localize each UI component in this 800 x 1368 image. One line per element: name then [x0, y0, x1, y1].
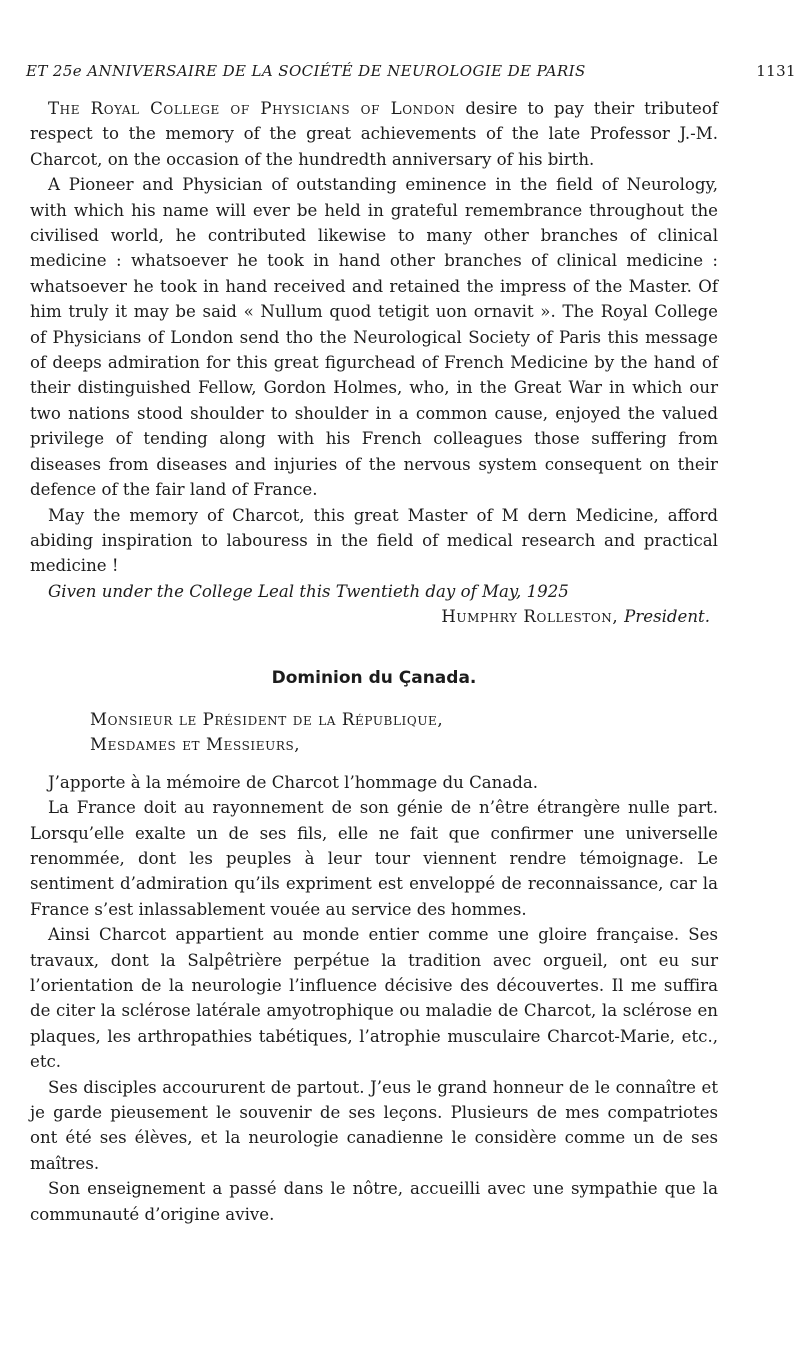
- english-paragraph-1-text: desire to pay their tributeof respect to the memory of the great achievements of the late Professor J.-M. Charcot, on the occasion of the hundredth anniversary of his birth.: [30, 99, 718, 169]
- section-title: Dominion du Çanada.: [271, 667, 477, 688]
- signature-role: President.: [624, 607, 710, 627]
- signature-name: Humphry Rolleston,: [441, 607, 625, 627]
- page-number: 1131: [756, 62, 796, 80]
- english-paragraph-2: A Pioneer and Physician of outstanding eminence in the field of Neurology, with which his name will ever be held in grateful remembrance throughout the civilised world, he contributed likewise to many other branches of clinical medicine : whatsoever he took in hand other branches of clinical medicine : whatsoever he took in hand received and retained the impress of the Master. Of him truly it may be said « Nullum quod tetigit uon ornavit ». The Royal College of Physicians of London send tho the Neurological Society of Paris this message of deeps admiration for this great figurchead of French Medicine by the hand of their distinguished Fellow, Gordon Holmes, who, in the Great War in which our two nations stood shoulder to shoulder in a common cause, enjoyed the valued privilege of tending along with his French colleagues those suffering from diseases from diseases and injuries of the nervous system consequent on their defence of the fair land of France.: [30, 175, 718, 500]
- salutation-1: Monsieur le Président de la République,: [90, 709, 444, 729]
- french-paragraph-1: J’apporte à la mémoire de Charcot l’hommage du Canada.: [48, 772, 539, 792]
- french-paragraph-2: La France doit au rayonnement de son génie de n’être étrangère nulle part. Lorsqu’elle exalte un de ses fils, elle ne fait que confirmer une universelle renommée, dont les peuples à leur tour viennent rendre témoignage. Le sentiment d’admiration qu’ils expriment est enveloppé de reconnaissance, car la France s’est inlassablement vouée au service des hommes.: [30, 798, 718, 919]
- signature-line: [30, 604, 718, 629]
- english-paragraph-3: May the memory of Charcot, this great Master of M dern Medicine, afford abiding inspiration to labouress in the field of medical research and practical medicine !: [30, 505, 718, 576]
- running-header: [26, 62, 796, 80]
- french-paragraph-4: Ses disciples accoururent de partout. J’eus le grand honneur de le connaître et je garde pieusement le souvenir de ses leçons. Plusieurs de mes compatriotes ont été ses élèves, et la neurologie canadienne le considère comme un de ses maîtres.: [30, 1077, 718, 1173]
- french-paragraph-5: Son enseignement a passé dans le nôtre, accueilli avec une sympathie que la communauté d’origine avive.: [30, 1179, 718, 1224]
- signature-date: Given under the College Leal this Twentieth day of May, 1925: [48, 581, 569, 601]
- college-name: The Royal College of Physicians of London: [48, 99, 456, 118]
- page-body: [30, 96, 718, 1227]
- english-paragraph-1: [30, 96, 718, 172]
- spacer: [30, 758, 718, 770]
- french-paragraph-3: Ainsi Charcot appartient au monde entier comme une gloire française. Ses travaux, dont la Salpêtrière perpétue la tradition avec orgueil, ont eu sur l’orientation de la neurologie l’influence décisive des découvertes. Il me suffira de citer la sclérose latérale amyotrophique ou maladie de Charcot, la sclérose en plaques, les arthropathies tabétiques, l’atrophie musculaire Charcot-Marie, etc., etc.: [30, 925, 718, 1072]
- salutation-2: Mesdames et Messieurs,: [90, 735, 301, 755]
- running-title: ET 25e ANNIVERSAIRE DE LA SOCIÉTÉ DE NEUROLOGIE DE PARIS: [26, 62, 586, 80]
